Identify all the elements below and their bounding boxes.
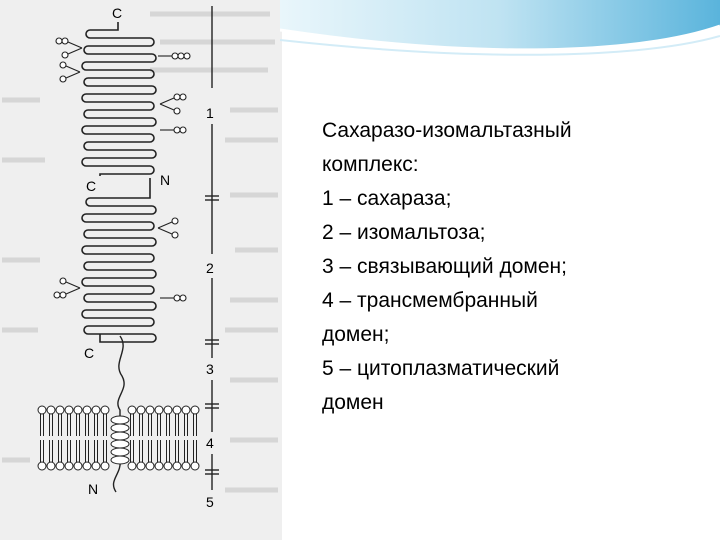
isomaltase-domain-chain bbox=[82, 178, 156, 342]
caption-line-2: 2 – изомальтоза; bbox=[322, 221, 486, 244]
caption-line-3: 3 – связывающий домен; bbox=[322, 255, 567, 278]
header-wave bbox=[280, 0, 720, 58]
caption-line-title: Сахаразо-изомальтазный bbox=[322, 119, 572, 142]
caption-line-4: 4 – трансмембранный bbox=[322, 289, 538, 312]
sucrase-domain-chain bbox=[82, 22, 156, 176]
n-terminal-middle-label: N bbox=[160, 172, 171, 188]
caption-line-5-cont: домен bbox=[322, 391, 384, 414]
c-terminal-top-label: C bbox=[112, 5, 123, 21]
n-terminal-bottom-label: N bbox=[88, 481, 99, 497]
scale-label-2: 2 bbox=[206, 260, 214, 276]
caption-line-5: 5 – цитоплазматический bbox=[322, 357, 560, 380]
caption bbox=[322, 114, 712, 420]
scale-label-5: 5 bbox=[206, 494, 214, 510]
transmembrane-helix bbox=[111, 416, 129, 464]
caption-line-1: 1 – сахараза; bbox=[322, 187, 452, 210]
c-terminal-middle-label: C bbox=[86, 178, 97, 194]
c-terminal-lower-label: C bbox=[84, 345, 95, 361]
scale-label-4: 4 bbox=[206, 435, 214, 451]
header-decoration bbox=[280, 0, 720, 58]
stalk-chain bbox=[114, 336, 125, 492]
scale-label-1: 1 bbox=[206, 105, 214, 121]
figure-panel bbox=[0, 0, 282, 540]
domain-scale bbox=[205, 6, 219, 490]
scale-label-3: 3 bbox=[206, 361, 214, 377]
caption-line-4-cont: домен; bbox=[322, 323, 390, 346]
caption-line-title-cont: комплекс: bbox=[322, 153, 419, 176]
protein-diagram bbox=[0, 0, 282, 540]
